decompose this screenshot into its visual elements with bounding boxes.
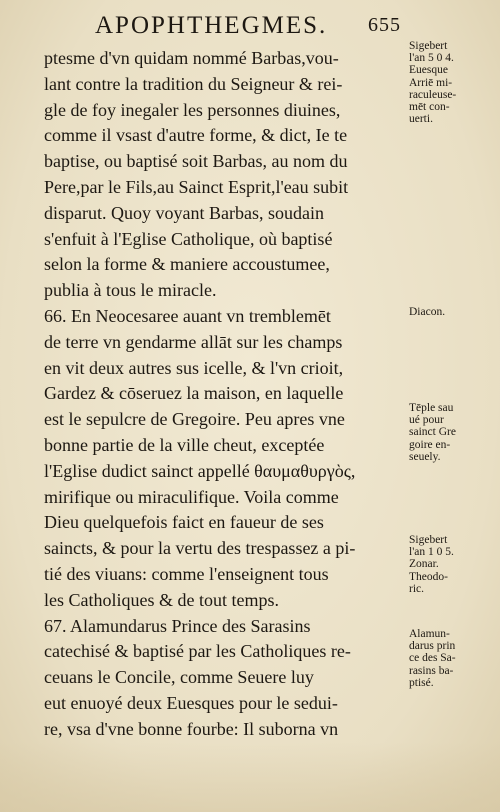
text-line: les Catholiques & de tout temps. (44, 589, 279, 610)
text-line: gle de foy inegaler les personnes diuines, (44, 99, 341, 120)
text-line: lant contre la tradition du Seigneur & rei- (44, 73, 343, 94)
text-line: selon la forme & maniere accoustumee, (44, 254, 330, 275)
text-line: de terre vn gendarme allāt sur les champs (44, 331, 343, 352)
note-line: Euesque (409, 64, 448, 77)
text-line: disparut. Quoy voyant Barbas, soudain (44, 202, 324, 223)
note-line: ce des Sa- (409, 652, 456, 665)
text-line: comme il vsast d'autre forme, & dict, Ie te (44, 125, 348, 146)
note-line: darus prin (409, 640, 456, 653)
margin-note-sigebert-504 (409, 40, 456, 125)
note-line: Diacon. (409, 306, 446, 318)
paragraph-start-line: 66. En Neocesaree auant vn tremblemēt (44, 305, 331, 326)
paragraph-start-line: 67. Alamundarus Prince des Sarasins (44, 615, 311, 636)
text-line: Pere,par le Fils,au Sainct Esprit,l'eau subit (44, 176, 349, 197)
text-line: en vit deux autres sus icelle, & l'vn crioit, (44, 357, 344, 378)
note-line: ric. (409, 582, 425, 595)
note-line: Sigebert (409, 40, 448, 52)
note-line: ptisé. (409, 676, 434, 689)
text-line: catechisé & baptisé par les Catholiques re- (44, 641, 351, 662)
note-line: ué pour (409, 414, 444, 427)
text-line: l'Eglise dudict sainct appellé θαυμαθυργὸς, (44, 460, 356, 481)
note-line: l'an 1 0 5. (409, 546, 454, 559)
text-line: eut enuoyé deux Euesques pour le sedui- (44, 692, 338, 713)
text-line: mirifique ou miraculifique. Voila comme (44, 486, 339, 507)
note-line: Tēple sau (409, 402, 454, 414)
note-line: Arriē mi- (409, 76, 453, 89)
main-text-column (44, 46, 406, 743)
text-line: Gardez & cōseruez la maison, en laquelle (44, 383, 344, 404)
page-number: 655 (368, 14, 401, 36)
text-line: saincts, & pour la vertu des trespassez a pi- (44, 538, 356, 559)
margin-note-sigebert-105 (409, 534, 454, 595)
margin-note-alamundarus (409, 628, 456, 689)
text-line: ptesme d'vn quidam nommé Barbas,vou- (44, 48, 339, 68)
text-line: baptise, ou baptisé soit Barbas, au nom du (44, 151, 348, 172)
text-line: s'enfuit à l'Eglise Catholique, où baptisé (44, 228, 333, 249)
note-line: rasins ba- (409, 664, 454, 677)
margin-note-diacon (409, 306, 445, 318)
note-line: mēt con- (409, 101, 450, 114)
text-line: est le sepulcre de Gregoire. Peu apres vne (44, 409, 345, 430)
note-line: l'an 5 0 4. (409, 52, 454, 65)
text-line: publia à tous le miracle. (44, 280, 217, 301)
note-line: seuely. (409, 450, 441, 463)
text-line: ceuans le Concile, comme Seuere luy (44, 667, 314, 688)
note-line: Sigebert (409, 534, 448, 546)
running-title: APOPHTHEGMES. (95, 12, 328, 39)
margin-note-temple (409, 402, 456, 463)
text-line: re, vsa d'vne bonne fourbe: Il suborna vn (44, 718, 339, 739)
note-line: Zonar. (409, 558, 439, 571)
note-line: raculeuse- (409, 88, 457, 101)
note-line: Theodo- (409, 570, 448, 583)
page-header (0, 12, 500, 42)
note-line: sainct Gre (409, 426, 456, 439)
note-line: uerti. (409, 113, 433, 126)
note-line: goire en- (409, 438, 451, 451)
text-line: Dieu quelquefois faict en faueur de ses (44, 512, 324, 533)
paper-shading (0, 742, 500, 812)
text-line: tié des viuans: comme l'enseignent tous (44, 563, 329, 584)
text-line: bonne partie de la ville cheut, exceptée (44, 434, 325, 455)
note-line: Alamun- (409, 628, 450, 640)
